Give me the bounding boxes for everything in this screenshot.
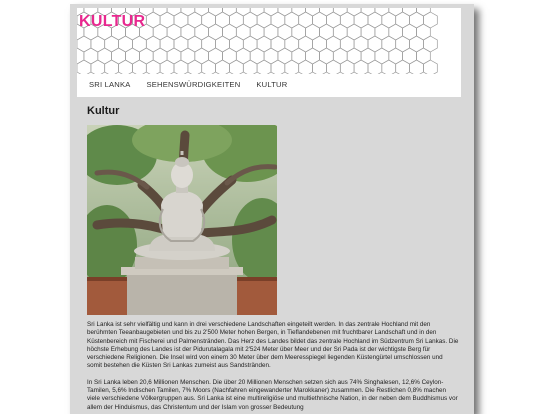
site-header xyxy=(77,8,461,97)
nav-item-sri-lanka[interactable]: SRI LANKA xyxy=(89,80,131,89)
nav-item-sehenswuerdigkeiten[interactable]: SEHENSWÜRDIGKEITEN xyxy=(146,80,241,89)
buddha-statue-photo xyxy=(87,125,277,315)
nav-item-kultur[interactable]: KULTUR xyxy=(256,80,288,89)
page-title: Kultur xyxy=(87,105,120,117)
paragraph-landscape: Sri Lanka ist sehr vielfältig und kann in drei verschiedene Landschaften eingeteilt werden. In das zentrale Hochland mit den berühmten Teeanbaugebieten und bis zu 2'500 Meter hohen Bergen, in Tieflandebenen mit fruchtbarer Landschaft und in den Küstenbereich mit Fischerei und Palmenstränden. Das Herz des Landes bildet das zentrale Hochland im Südzentrum Sri Lankas. Die höchste Erhebung des Landes ist der Pidurutalagala mit 2'524 Meter über Meer und der Sri Pada ist der wichtigste Berg für verschiedene Religionen. Die Insel wird von einem 30 Meter über dem Meeresspiegel liegenden Küstengürtel umschlossen und somit bestehen die Küsten Sri Lankas zumeist aus Sandstränden. xyxy=(87,321,459,370)
main-nav xyxy=(89,80,287,89)
site-logo[interactable]: KULTUR xyxy=(79,13,146,30)
main-content xyxy=(87,102,459,412)
page-container xyxy=(70,4,474,414)
paragraph-population: In Sri Lanka leben 20,6 Millionen Menschen. Die über 20 Millionen Menschen setzen sich aus 74% Singhalesen, 12,6% Ceylon-Tamilen, 5,6% Indischen Tamilen, 7% Moors (Nachfahren eingewanderter Marokkaner) zusammen. Die Restlichen 0,8% machen viele verschiedene Völkergruppen aus. Sri Lanka ist eine multireligiöse und multiethnische Nation, in der neben dem Buddhismus vor allem der Hinduismus, das Christentum und der Islam von grosser Bedeutung xyxy=(87,378,458,411)
